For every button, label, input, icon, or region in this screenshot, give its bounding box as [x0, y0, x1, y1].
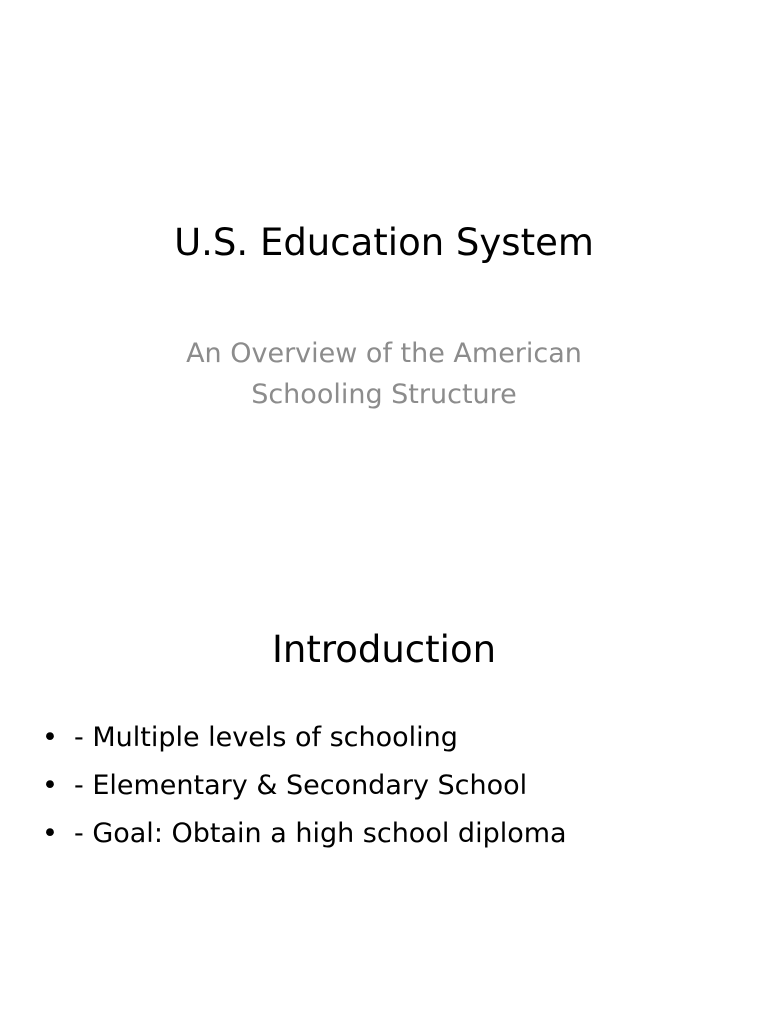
bullet-text: - Elementary & Secondary School [74, 770, 528, 801]
slide-title: U.S. Education System [174, 221, 594, 264]
slide-title: Introduction [271, 628, 497, 671]
bullet-icon: • [42, 722, 58, 753]
bullet-list [42, 714, 742, 858]
bullet-icon: • [42, 818, 58, 849]
list-item [42, 810, 742, 858]
bullet-text: - Multiple levels of schooling [74, 722, 458, 753]
list-item [42, 714, 742, 762]
list-item [42, 762, 742, 810]
slide-subtitle: An Overview of the American Schooling Structure [186, 338, 582, 410]
bullet-icon: • [42, 770, 58, 801]
introduction-slide [0, 512, 768, 1024]
bullet-text: - Goal: Obtain a high school diploma [74, 818, 567, 849]
